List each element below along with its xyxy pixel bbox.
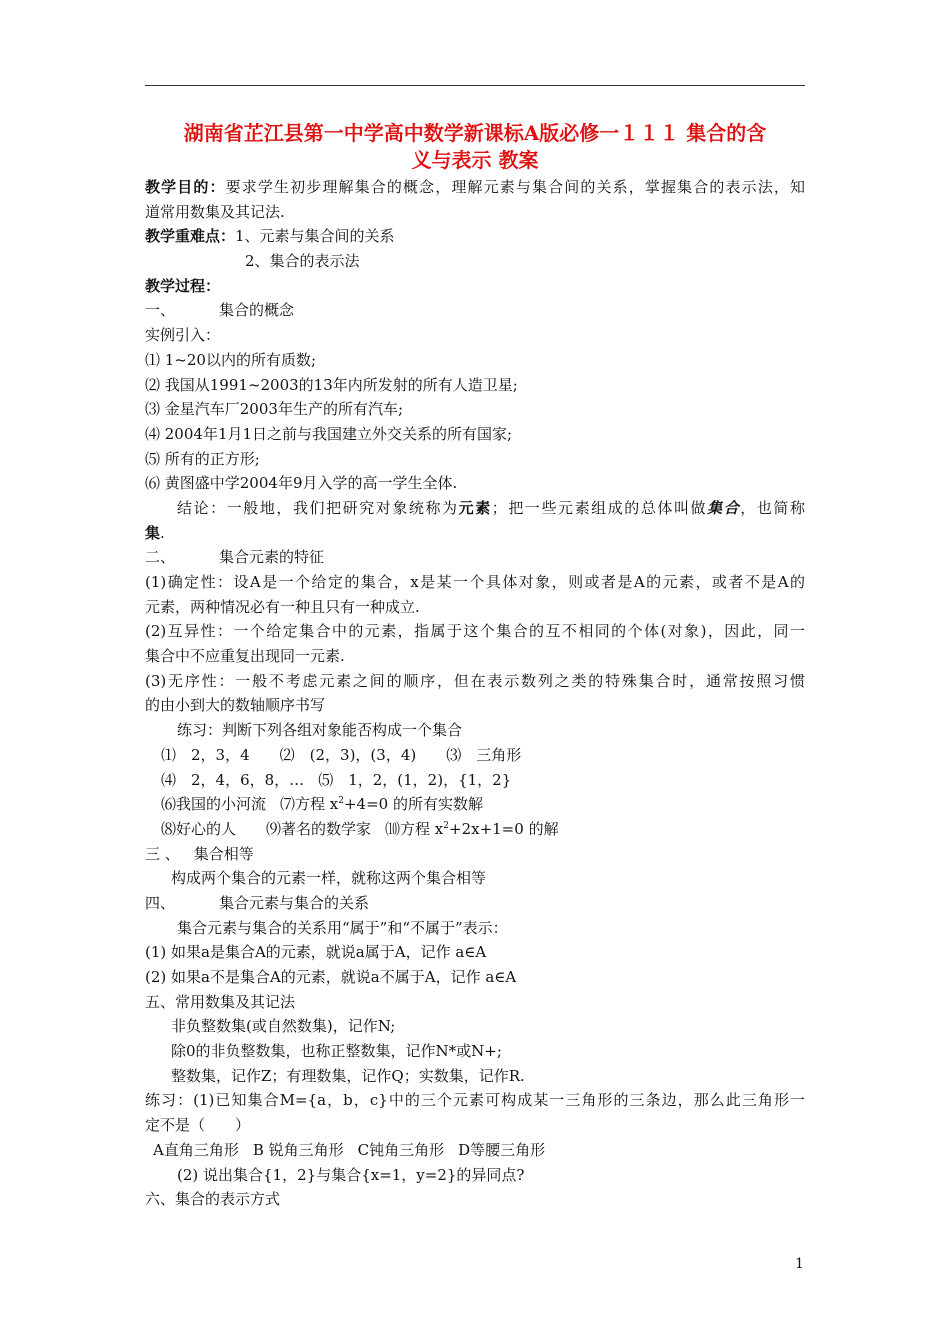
section-4-heading xyxy=(145,891,805,916)
practice-line-2: 定不是（ ） xyxy=(145,1116,251,1135)
exercise-6: ⑹我国的小河流 xyxy=(161,795,267,814)
exercise-2: ⑵ (2，3)，(3，4) xyxy=(279,745,417,764)
section-4-title: 集合元素与集合的关系 xyxy=(219,893,370,912)
exercise-7 xyxy=(280,795,483,813)
number-set-line: 非负整数集(或自然数集)，记作N; xyxy=(171,1017,396,1036)
number-set-line: 除0的非负整数集，也称正整数集，记作N*或N+; xyxy=(171,1042,502,1061)
term-set: 集合 xyxy=(707,498,741,517)
exercise-10-text: ⑽方程 x xyxy=(385,819,444,838)
title-line-1: 湖南省芷江县第一中学高中数学新课标A版必修一１１１ 集合的含 xyxy=(183,121,767,145)
page-number: 1 xyxy=(795,1256,804,1272)
practice-line-4: (2) 说出集合{1，2}与集合{x=1，y=2}的异同点? xyxy=(177,1165,525,1184)
process-label: 教学过程： xyxy=(145,276,221,295)
exercise-7-text: ⑺方程 x xyxy=(280,795,339,814)
section-3-text: 构成两个集合的元素一样，就称这两个集合相等 xyxy=(171,869,487,888)
exercise-9: ⑼著名的数学家 xyxy=(266,819,372,838)
exercise-3: ⑶ 三角形 xyxy=(446,745,522,764)
section-2-title: 集合元素的特征 xyxy=(219,548,325,567)
option-c: C钝角三角形 xyxy=(357,1140,445,1159)
section-4-number: 四、 xyxy=(145,893,176,912)
exercise-7-rest: +4=0 的所有实数解 xyxy=(343,795,483,814)
distinctness-line-2: 集合中不应重复出现同一元素. xyxy=(145,647,345,666)
term-ji: 集 xyxy=(145,523,161,542)
practice-line-1: 练习：(1)已知集合M={a，b，c}中的三个元素可构成某一三角形的三条边，那么此三角形一 xyxy=(145,1091,805,1110)
key-line-2: 2、集合的表示法 xyxy=(245,252,360,271)
exercise-1: ⑴ 2，3，4 xyxy=(161,745,250,764)
goal-line-2: 道常用数集及其记法. xyxy=(145,202,285,221)
exercise-row-4 xyxy=(145,817,805,842)
option-a: A直角三角形 xyxy=(153,1140,239,1159)
conclusion-text-c: ，也简称 xyxy=(740,498,805,517)
example-item: ⑵ 我国从1991~2003的13年内所发射的所有人造卫星; xyxy=(145,375,518,394)
exercise-row-1 xyxy=(145,743,805,768)
exercise-8: ⑻好心的人 xyxy=(161,819,237,838)
section-1-title: 集合的概念 xyxy=(219,301,295,320)
section-5-title: 五、常用数集及其记法 xyxy=(145,992,296,1011)
goal-text-1: 要求学生初步理解集合的概念，理解元素与集合间的关系，掌握集合的表示法，知 xyxy=(225,178,805,196)
distinctness-line-1: (2)互异性：一个给定集合中的元素，指属于这个集合的互不相同的个体(对象)，因此，同一 xyxy=(145,622,805,641)
section-6-title: 六、集合的表示方式 xyxy=(145,1190,281,1209)
conclusion-text-a: 结论：一般地，我们把研究对象统称为 xyxy=(177,498,459,517)
example-item: ⑷ 2004年1月1日之前与我国建立外交关系的所有国家; xyxy=(145,424,513,443)
option-d: D等腰三角形 xyxy=(458,1140,546,1159)
exercise-10-exponent: 2 xyxy=(443,820,449,831)
term-element: 元素 xyxy=(458,498,492,517)
section-2-heading xyxy=(145,545,805,570)
section-1-intro: 实例引入： xyxy=(145,326,221,345)
section-1-number: 一、 xyxy=(145,301,176,320)
key-item-1: 1、元素与集合间的关系 xyxy=(235,227,395,246)
definiteness-line-1: (1)确定性：设A是一个给定的集合，x是某一个具体对象，则或者是A的元素，或者不是A的 xyxy=(145,573,805,591)
exercise-4: ⑷ 2，4，6，8，… xyxy=(161,770,305,789)
definiteness-line-2: 元素，两种情况必有一种且只有一种成立. xyxy=(145,597,420,616)
example-item: ⑹ 黄图盛中学2004年9月入学的高一学生全体. xyxy=(145,474,458,493)
title-line-2: 义与表示 教案 xyxy=(411,148,539,172)
document-body xyxy=(145,175,805,1212)
conclusion-line-2 xyxy=(145,521,805,546)
exercise-title: 练习：判断下列各组对象能否构成一个集合 xyxy=(177,721,463,740)
conclusion-line-1 xyxy=(145,496,805,521)
exercise-row-3 xyxy=(145,792,805,817)
example-item: ⑶ 金星汽车厂2003年生产的所有汽车; xyxy=(145,400,403,419)
section-3-number: 三 、 xyxy=(145,844,180,863)
example-item: ⑴ 1~20以内的所有质数; xyxy=(145,350,317,369)
conclusion-end: . xyxy=(160,523,165,542)
section-2-number: 二、 xyxy=(145,548,176,567)
document-title xyxy=(145,120,805,174)
example-item: ⑸ 所有的正方形; xyxy=(145,449,260,468)
section-1-heading xyxy=(145,298,805,323)
header-rule xyxy=(145,85,805,86)
key-line-1 xyxy=(145,224,805,249)
goal-label: 教学目的： xyxy=(145,178,226,196)
exercise-10-rest: +2x+1=0 的解 xyxy=(449,819,559,838)
unordered-line-2: 的由小到大的数轴顺序书写 xyxy=(145,696,326,715)
section-3-heading xyxy=(145,842,805,867)
exercise-row-2 xyxy=(145,768,805,793)
exercise-5: ⑸ 1，2，(1，2)，{1，2} xyxy=(318,770,512,789)
key-label: 教学重难点： xyxy=(145,227,236,246)
option-b: B 锐角三角形 xyxy=(252,1140,344,1159)
number-set-line: 整数集，记作Z；有理数集，记作Q；实数集，记作R. xyxy=(171,1066,525,1085)
exercise-10 xyxy=(385,820,559,838)
practice-options xyxy=(145,1138,805,1163)
conclusion-text-b: ；把一些元素组成的总体叫做 xyxy=(491,498,708,517)
section-3-title: 集合相等 xyxy=(193,844,254,863)
section-4-intro: 集合元素与集合的关系用“属于”和“不属于”表示： xyxy=(177,918,508,937)
section-4-item-2: (2) 如果a不是集合A的元素，就说a不属于A，记作 a∈A xyxy=(145,968,517,986)
exercise-7-exponent: 2 xyxy=(338,796,344,807)
unordered-line-1: (3)无序性：一般不考虑元素之间的顺序，但在表示数列之类的特殊集合时，通常按照习惯 xyxy=(145,671,805,690)
section-4-item-1: (1) 如果a是集合A的元素，就说a属于A，记作 a∈A xyxy=(145,943,487,962)
goal-line-1 xyxy=(145,175,805,200)
